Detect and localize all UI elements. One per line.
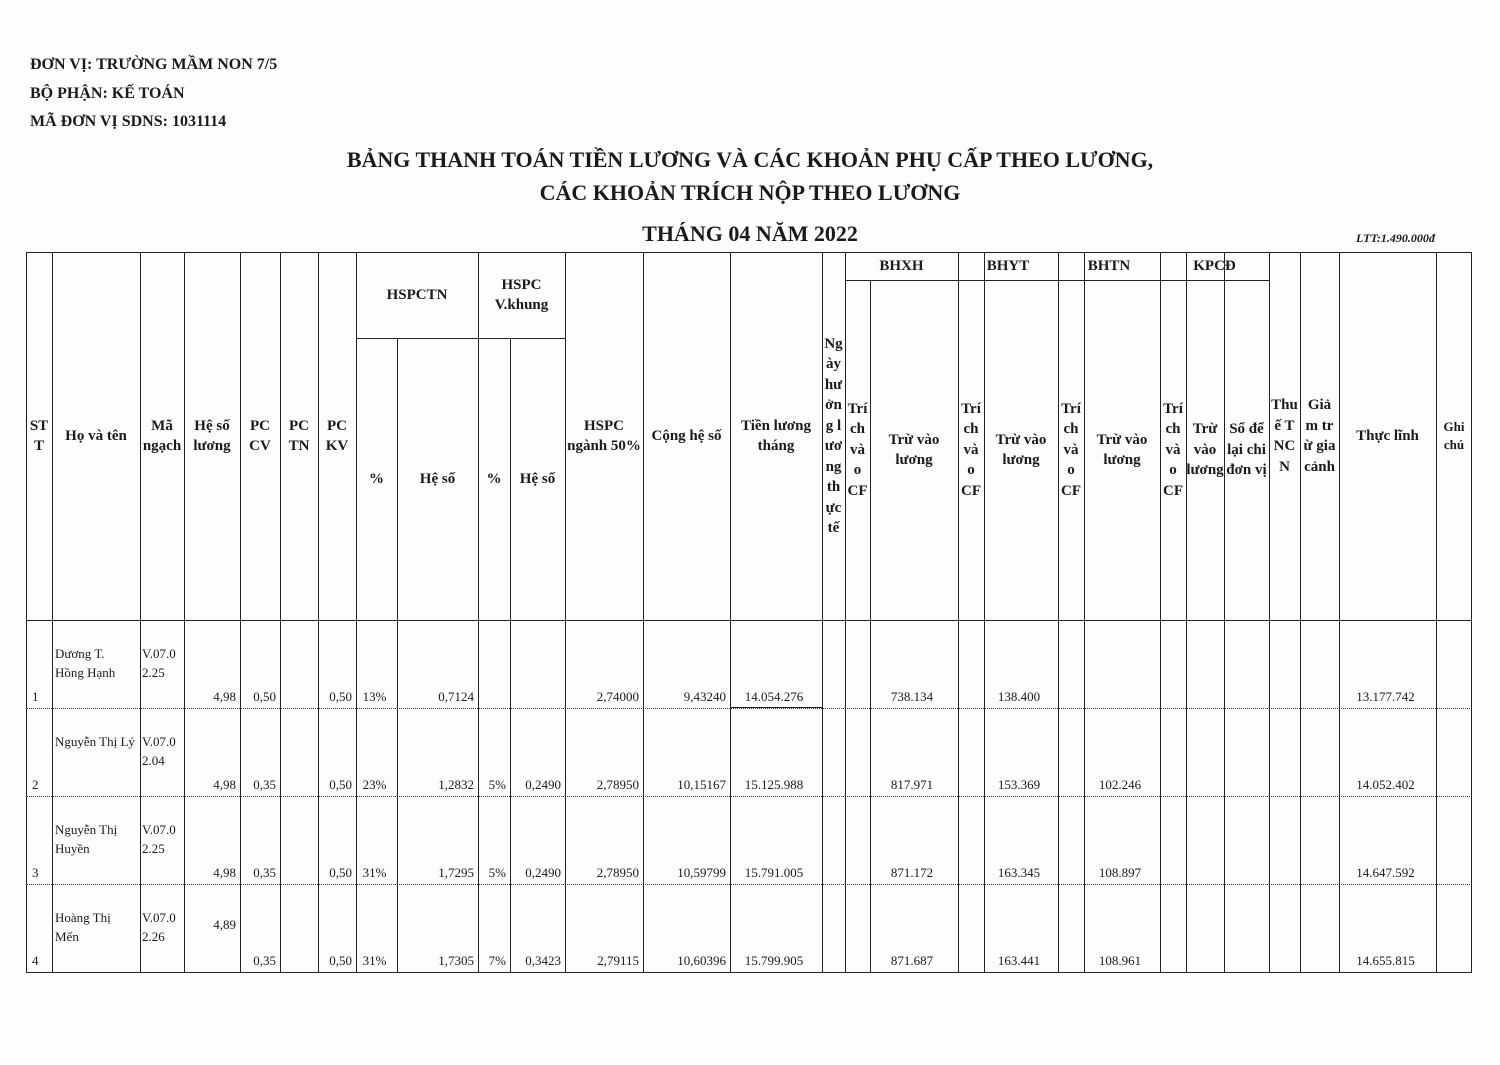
header-actual-days: Ngày hưởng lương thực tế bbox=[824, 335, 843, 536]
header-employer-contrib: Trích vào CF bbox=[1163, 400, 1183, 499]
row-stt: 4 bbox=[32, 953, 39, 968]
net-pay-value: 14.647.592 bbox=[1356, 865, 1415, 880]
header-bhyt: BHYT bbox=[986, 257, 1030, 274]
header-kpcd-deduct: Trừ vào lương bbox=[1186, 421, 1224, 479]
row-stt: 2 bbox=[32, 777, 39, 792]
document-title-line1: BẢNG THANH TOÁN TIỀN LƯƠNG VÀ CÁC KHOẢN PHỤ CẤP THEO LƯƠNG, bbox=[346, 147, 1154, 172]
header-employer-contrib: Trích vào CF bbox=[961, 400, 981, 499]
header-employer-contrib: Trích vào CF bbox=[847, 400, 868, 499]
row-divider bbox=[26, 708, 1472, 709]
hspctn-percent: 13% bbox=[362, 689, 387, 704]
rank-code: V.07.02.04 bbox=[142, 734, 176, 768]
header-monthly-salary: Tiền lương tháng bbox=[741, 417, 811, 454]
header-bhyt-deduct: Trừ vào lương bbox=[995, 431, 1047, 468]
total-coef-value: 9,43240 bbox=[683, 689, 726, 704]
header-name: Họ và tên bbox=[65, 427, 127, 444]
row-stt: 1 bbox=[32, 689, 39, 704]
pccv-value: 0,35 bbox=[253, 865, 276, 880]
bhxh-deduct-value: 871.687 bbox=[890, 953, 934, 968]
salary-coef: 4,98 bbox=[213, 865, 236, 880]
hspctn-percent: 31% bbox=[362, 953, 387, 968]
header-pctn: PC TN bbox=[288, 417, 310, 454]
header-total-coef: Cộng hệ số bbox=[651, 427, 722, 444]
bhtn-deduct-value: 108.897 bbox=[1098, 865, 1142, 880]
header-hspctn: HSPCTN bbox=[386, 286, 448, 303]
org-unit: ĐƠN VỊ: TRƯỜNG MẦM NON 7/5 bbox=[30, 56, 278, 73]
hspc-nganh-value: 2,74000 bbox=[596, 689, 639, 704]
bhxh-deduct-value: 817.971 bbox=[890, 777, 934, 792]
pckv-value: 0,50 bbox=[329, 689, 352, 704]
rank-code: V.07.02.26 bbox=[142, 910, 176, 944]
hspctn-coef: 1,7295 bbox=[438, 865, 474, 880]
employee-name: Nguyễn Thị Lý bbox=[55, 734, 135, 749]
hspc-nganh-value: 2,78950 bbox=[596, 777, 639, 792]
document-title-line2: CÁC KHOẢN TRÍCH NỘP THEO LƯƠNG bbox=[539, 180, 961, 205]
vkhung-percent: 7% bbox=[488, 953, 506, 968]
header-bhxh-deduct: Trừ vào lương bbox=[888, 431, 940, 468]
header-salary-coef: Hệ số lương bbox=[193, 417, 231, 454]
row-divider bbox=[26, 796, 1472, 797]
total-coef-value: 10,15167 bbox=[677, 777, 726, 792]
hspctn-coef: 0,7124 bbox=[438, 689, 474, 704]
row-divider bbox=[26, 884, 1472, 885]
bhtn-deduct-value: 102.246 bbox=[1098, 777, 1142, 792]
employee-name: Nguyễn Thị Huyền bbox=[55, 822, 118, 856]
net-pay-value: 14.655.815 bbox=[1356, 953, 1415, 968]
header-pckv: PC KV bbox=[325, 417, 349, 454]
header-bottom-rule bbox=[26, 620, 1472, 621]
net-pay-value: 13.177.742 bbox=[1356, 689, 1415, 704]
rank-code: V.07.02.25 bbox=[142, 822, 176, 856]
header-hspctn-coef: Hệ số bbox=[419, 470, 456, 487]
header-pccv: PC CV bbox=[249, 417, 271, 454]
header-bhtn-deduct: Trừ vào lương bbox=[1096, 431, 1148, 468]
bhyt-deduct-value: 138.400 bbox=[997, 689, 1041, 704]
header-kpcd: KPCĐ bbox=[1193, 257, 1236, 274]
header-family-deduction: Giảm trừ gia cảnh bbox=[1303, 397, 1336, 475]
monthly-salary-value: 15.799.905 bbox=[744, 953, 804, 968]
pccv-value: 0,50 bbox=[253, 689, 276, 704]
salary-coef: 4,89 bbox=[213, 917, 236, 932]
base-salary-note: LTT:1.490.000đ bbox=[1356, 231, 1435, 245]
employee-name: Hoàng Thị Mến bbox=[55, 910, 111, 944]
hspc-nganh-value: 2,78950 bbox=[596, 865, 639, 880]
bhtn-deduct-value: 108.961 bbox=[1098, 953, 1142, 968]
org-department: BỘ PHẬN: KẾ TOÁN bbox=[30, 85, 185, 102]
hspctn-percent: 31% bbox=[362, 865, 387, 880]
total-coef-value: 10,59799 bbox=[677, 865, 726, 880]
vkhung-coef: 0,3423 bbox=[525, 953, 561, 968]
employee-name: Dương T. Hồng Hạnh bbox=[55, 646, 116, 680]
monthly-salary-value: 14.054.276 bbox=[744, 689, 804, 704]
vkhung-coef: 0,2490 bbox=[525, 777, 561, 792]
vkhung-percent: 5% bbox=[488, 865, 506, 880]
pccv-value: 0,35 bbox=[253, 953, 276, 968]
bhyt-deduct-value: 153.369 bbox=[997, 777, 1041, 792]
header-bhtn: BHTN bbox=[1087, 257, 1131, 274]
pckv-value: 0,50 bbox=[329, 865, 352, 880]
org-code: MÃ ĐƠN VỊ SDNS: 1031114 bbox=[30, 113, 227, 130]
header-bhxh: BHXH bbox=[879, 257, 924, 274]
row-stt: 3 bbox=[32, 865, 39, 880]
header-hspc-vkhung: HSPC V.khung bbox=[494, 276, 549, 313]
net-pay-value: 14.052.402 bbox=[1356, 777, 1415, 792]
hspctn-percent: 23% bbox=[362, 777, 387, 792]
hspctn-coef: 1,7305 bbox=[438, 953, 474, 968]
header-pit: Thuế TNCN bbox=[1271, 397, 1298, 475]
salary-coef: 4,98 bbox=[213, 777, 236, 792]
vkhung-coef: 0,2490 bbox=[525, 865, 561, 880]
monthly-salary-value: 15.125.988 bbox=[744, 777, 804, 792]
header-hspc-nganh: HSPC ngành 50% bbox=[567, 417, 641, 454]
monthly-salary-value: 15.791.005 bbox=[744, 865, 804, 880]
header-vkhung-percent: % bbox=[486, 470, 502, 487]
total-coef-value: 10,60396 bbox=[677, 953, 726, 968]
salary-coef: 4,98 bbox=[213, 689, 236, 704]
pccv-value: 0,35 bbox=[253, 777, 276, 792]
bhxh-deduct-value: 738.134 bbox=[890, 689, 934, 704]
header-stt: STT bbox=[29, 417, 49, 454]
header-vkhung-coef: Hệ số bbox=[519, 470, 556, 487]
bhyt-deduct-value: 163.345 bbox=[997, 865, 1041, 880]
pckv-value: 0,50 bbox=[329, 777, 352, 792]
pckv-value: 0,50 bbox=[329, 953, 352, 968]
header-retained: Số để lại chi đơn vị bbox=[1226, 421, 1267, 479]
hspc-nganh-value: 2,79115 bbox=[597, 953, 639, 968]
bhxh-deduct-value: 871.172 bbox=[890, 865, 934, 880]
header-employer-contrib: Trích vào CF bbox=[1061, 400, 1081, 499]
header-hspctn-percent: % bbox=[369, 470, 384, 487]
vkhung-percent: 5% bbox=[488, 777, 506, 792]
bhyt-deduct-value: 163.441 bbox=[997, 953, 1041, 968]
header-rank-code: Mã ngạch bbox=[142, 417, 182, 454]
header-net-pay: Thực lĩnh bbox=[1356, 427, 1419, 444]
header-note: Ghi chú bbox=[1443, 419, 1465, 452]
document-period: THÁNG 04 NĂM 2022 bbox=[642, 221, 858, 246]
hspctn-coef: 1,2832 bbox=[438, 777, 474, 792]
rank-code: V.07.02.25 bbox=[142, 646, 176, 680]
